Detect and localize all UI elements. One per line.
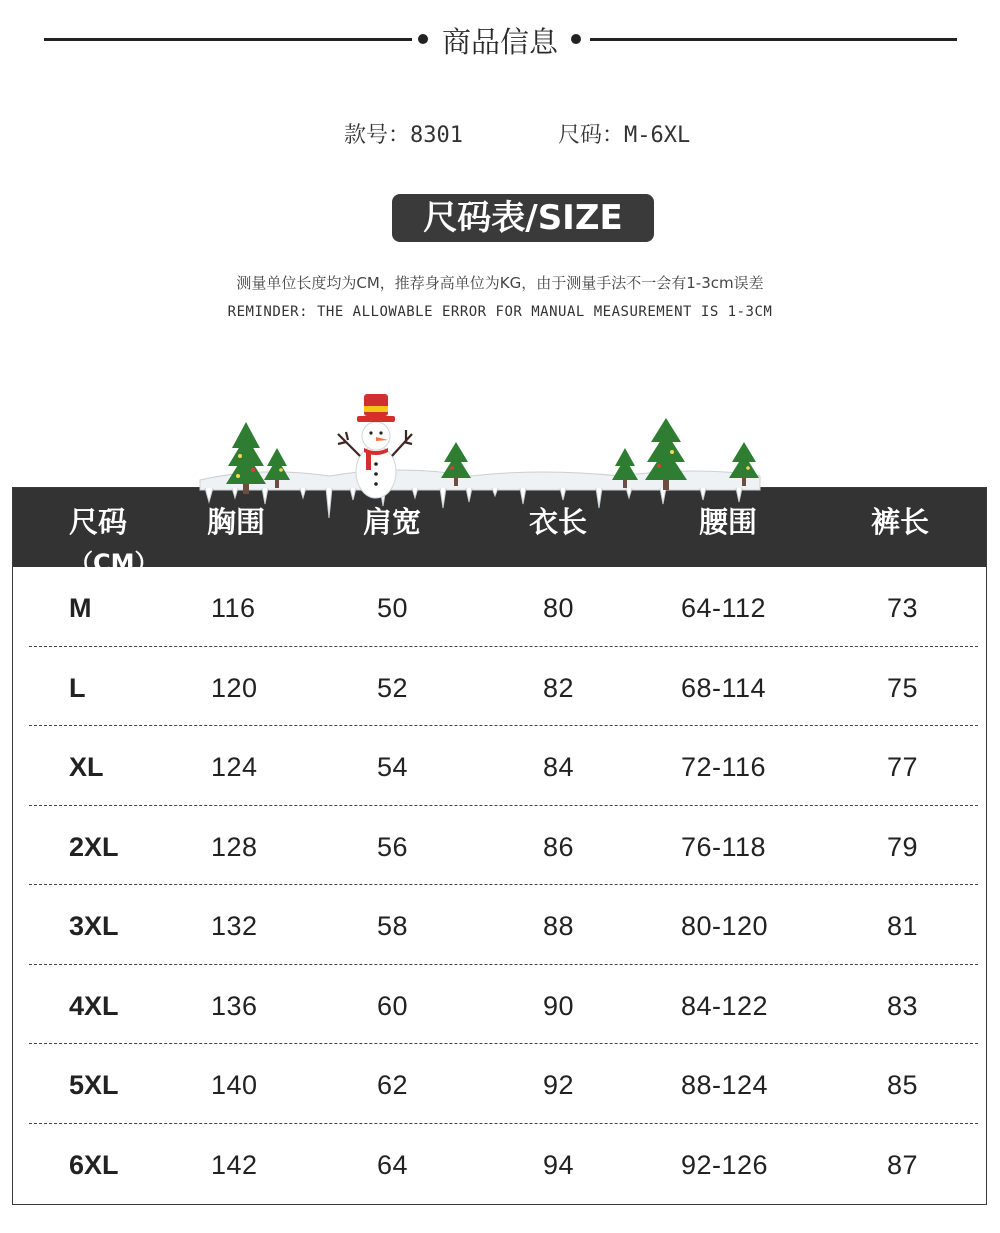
size-range: 尺码：M-6XL	[558, 123, 691, 148]
cell-size: M	[69, 593, 92, 623]
cell-size: 2XL	[69, 831, 119, 862]
cell-length: 90	[543, 990, 575, 1021]
header-chest: 胸围	[207, 505, 266, 539]
cell-waist: 72-116	[681, 752, 767, 782]
tree-icon	[226, 422, 266, 494]
cell-length: 84	[543, 752, 575, 782]
cell-pants-length: 81	[887, 911, 919, 941]
cell-shoulder: 64	[377, 1149, 409, 1180]
cell-waist: 88-124	[681, 1070, 769, 1100]
cell-shoulder: 50	[377, 593, 409, 623]
header-pants-length: 裤长	[871, 505, 930, 539]
table-row	[13, 647, 986, 727]
cell-length: 94	[543, 1149, 575, 1180]
header-length: 衣长	[529, 505, 588, 539]
cell-pants-length: 79	[887, 831, 919, 862]
page-title: 商品信息	[441, 25, 558, 59]
table-row	[13, 965, 986, 1045]
cell-size: 4XL	[69, 990, 119, 1021]
cell-shoulder: 62	[377, 1070, 409, 1100]
christmas-decoration	[0, 380, 1000, 530]
cell-chest: 124	[211, 752, 258, 782]
cell-shoulder: 54	[377, 752, 409, 782]
cell-length: 80	[543, 593, 575, 623]
title-dot-left	[418, 34, 428, 44]
cell-waist: 76-118	[681, 831, 767, 862]
cell-waist: 68-114	[681, 672, 767, 703]
header-size-label: 尺码	[69, 505, 128, 539]
cell-waist: 84-122	[681, 990, 769, 1021]
cell-chest: 128	[211, 831, 258, 862]
cell-waist: 80-120	[681, 911, 769, 941]
cell-length: 86	[543, 831, 575, 862]
title-rule-right	[590, 38, 957, 41]
table-row	[13, 1044, 986, 1124]
cell-size: L	[69, 672, 86, 703]
header-waist: 腰围	[699, 505, 758, 539]
measurement-note-cn: 测量单位长度均为CM，推荐身高单位为KG，由于测量手法不一会有1-3cm误差	[236, 274, 764, 292]
cell-size: 5XL	[69, 1070, 119, 1100]
cell-waist: 64-112	[681, 593, 767, 623]
cell-chest: 136	[211, 990, 258, 1021]
table-row	[13, 806, 986, 886]
header-shoulder: 肩宽	[363, 505, 422, 539]
header-size-unit: （CM）	[69, 549, 159, 577]
size-table	[12, 487, 987, 1205]
table-row	[13, 885, 986, 965]
cell-length: 88	[543, 911, 575, 941]
cell-shoulder: 52	[377, 672, 409, 703]
cell-pants-length: 77	[887, 752, 919, 782]
cell-pants-length: 83	[887, 990, 919, 1021]
cell-chest: 120	[211, 672, 258, 703]
cell-length: 92	[543, 1070, 575, 1100]
title-rule-left	[44, 38, 412, 41]
cell-pants-length: 75	[887, 672, 919, 703]
cell-chest: 132	[211, 911, 258, 941]
cell-pants-length: 73	[887, 593, 919, 623]
cell-shoulder: 56	[377, 831, 409, 862]
cell-pants-length: 87	[887, 1149, 919, 1180]
tree-icon	[645, 418, 687, 490]
cell-shoulder: 60	[377, 990, 409, 1021]
measurement-note-en: REMINDER: THE ALLOWABLE ERROR FOR MANUAL MEASUREMENT IS 1-3CM	[227, 304, 773, 320]
cell-size: 3XL	[69, 911, 119, 941]
cell-chest: 140	[211, 1070, 258, 1100]
cell-length: 82	[543, 672, 575, 703]
style-number: 款号：8301	[344, 123, 463, 148]
cell-size: 6XL	[69, 1149, 119, 1180]
size-chart-badge: 尺码表/SIZE	[392, 194, 654, 242]
cell-waist: 92-126	[681, 1149, 769, 1180]
cell-pants-length: 85	[887, 1070, 919, 1100]
table-row	[13, 1124, 986, 1204]
cell-size: XL	[69, 752, 104, 782]
cell-shoulder: 58	[377, 911, 409, 941]
title-dot-right	[571, 34, 581, 44]
cell-chest: 116	[211, 593, 256, 623]
cell-chest: 142	[211, 1149, 258, 1180]
table-row	[13, 726, 986, 806]
table-row	[13, 567, 986, 647]
